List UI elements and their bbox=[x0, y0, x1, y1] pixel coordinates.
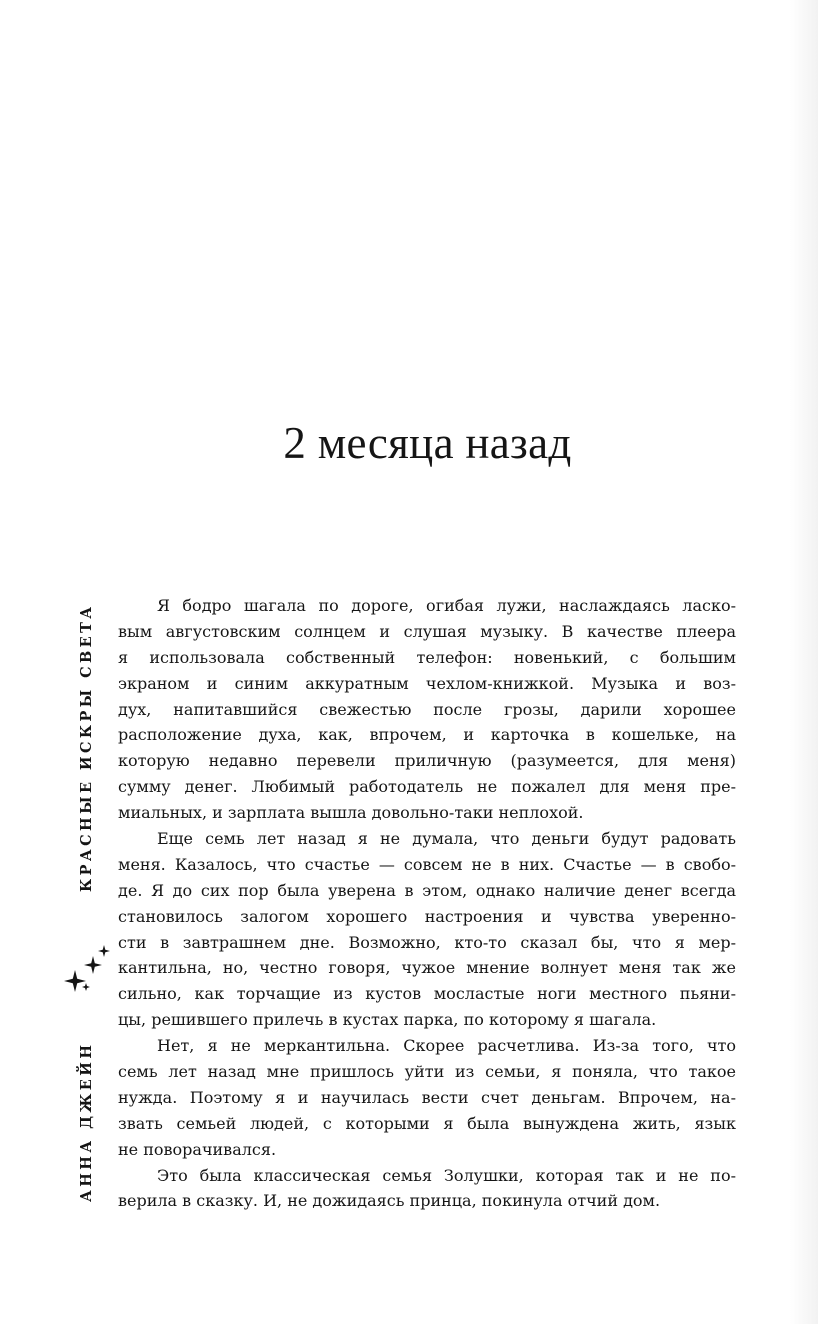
running-author-name: АННА ДЖЕЙН bbox=[78, 1041, 95, 1202]
chapter-body bbox=[118, 593, 736, 1214]
text-line: не поворачивался. bbox=[118, 1139, 277, 1159]
text-line: сильно, как торчащие из кустов мосластые ноги местного пьяни- bbox=[118, 984, 736, 1004]
chapter-title: 2 месяца назад bbox=[283, 418, 572, 468]
text-line: сумму денег. Любимый работодатель не пожалел для меня пре- bbox=[118, 777, 736, 797]
text-line: Я бодро шагала по дороге, огибая лужи, наслаждаясь ласко- bbox=[157, 596, 736, 615]
text-line: Еще семь лет назад я не думала, что деньги будут радовать bbox=[157, 829, 736, 849]
text-line: меня. Казалось, что счастье — совсем не в них. Счастье — в свобо- bbox=[118, 854, 736, 874]
page-edge-shadow bbox=[790, 0, 818, 1324]
text-line: я использовала собственный телефон: новенький, с большим bbox=[118, 647, 736, 667]
text-line: семь лет назад мне пришлось уйти из семьи, я поняла, что такое bbox=[118, 1062, 736, 1082]
text-line: сти в завтрашнем дне. Возможно, кто-то сказал бы, что я мер- bbox=[118, 932, 736, 952]
text-line: экраном и синим аккуратным чехлом-книжкой. Музыка и воз- bbox=[118, 673, 736, 693]
text-line: которую недавно перевели приличную (разумеется, для меня) bbox=[118, 751, 736, 771]
text-line: дух, напитавшийся свежестью после грозы, дарили хорошее bbox=[118, 699, 736, 719]
text-line: становилось залогом хорошего настроения и чувства уверенно- bbox=[118, 906, 736, 926]
running-book-title: КРАСНЫЕ ИСКРЫ СВЕТА bbox=[78, 603, 95, 893]
text-line: Нет, я не меркантильна. Скорее расчетлива. Из-за того, что bbox=[157, 1036, 736, 1056]
text-line: цы, решившего прилечь в кустах парка, по которому я шагала. bbox=[118, 1010, 657, 1030]
text-line: де. Я до сих пор была уверена в этом, однако наличие денег всегда bbox=[118, 880, 736, 900]
text-line: миальных, и зарплата вышла довольно-таки неплохой. bbox=[118, 803, 584, 823]
text-line: кантильна, но, честно говоря, чужое мнение волнует меня так же bbox=[118, 958, 736, 978]
text-line: Это была классическая семья Золушки, которая так и не по- bbox=[157, 1165, 736, 1185]
text-line: верила в сказку. И, не дожидаясь принца, покинула отчий дом. bbox=[118, 1191, 661, 1211]
text-line: расположение духа, как, впрочем, и карточка в кошельке, на bbox=[118, 725, 736, 745]
text-line: вым августовским солнцем и слушая музыку. В качестве плеера bbox=[118, 621, 736, 641]
sparkles-icon bbox=[62, 943, 112, 993]
text-line: нужда. Поэтому я и научилась вести счет деньгам. Впрочем, на- bbox=[118, 1087, 736, 1107]
text-line: звать семьей людей, с которыми я была вынуждена жить, язык bbox=[118, 1113, 736, 1133]
